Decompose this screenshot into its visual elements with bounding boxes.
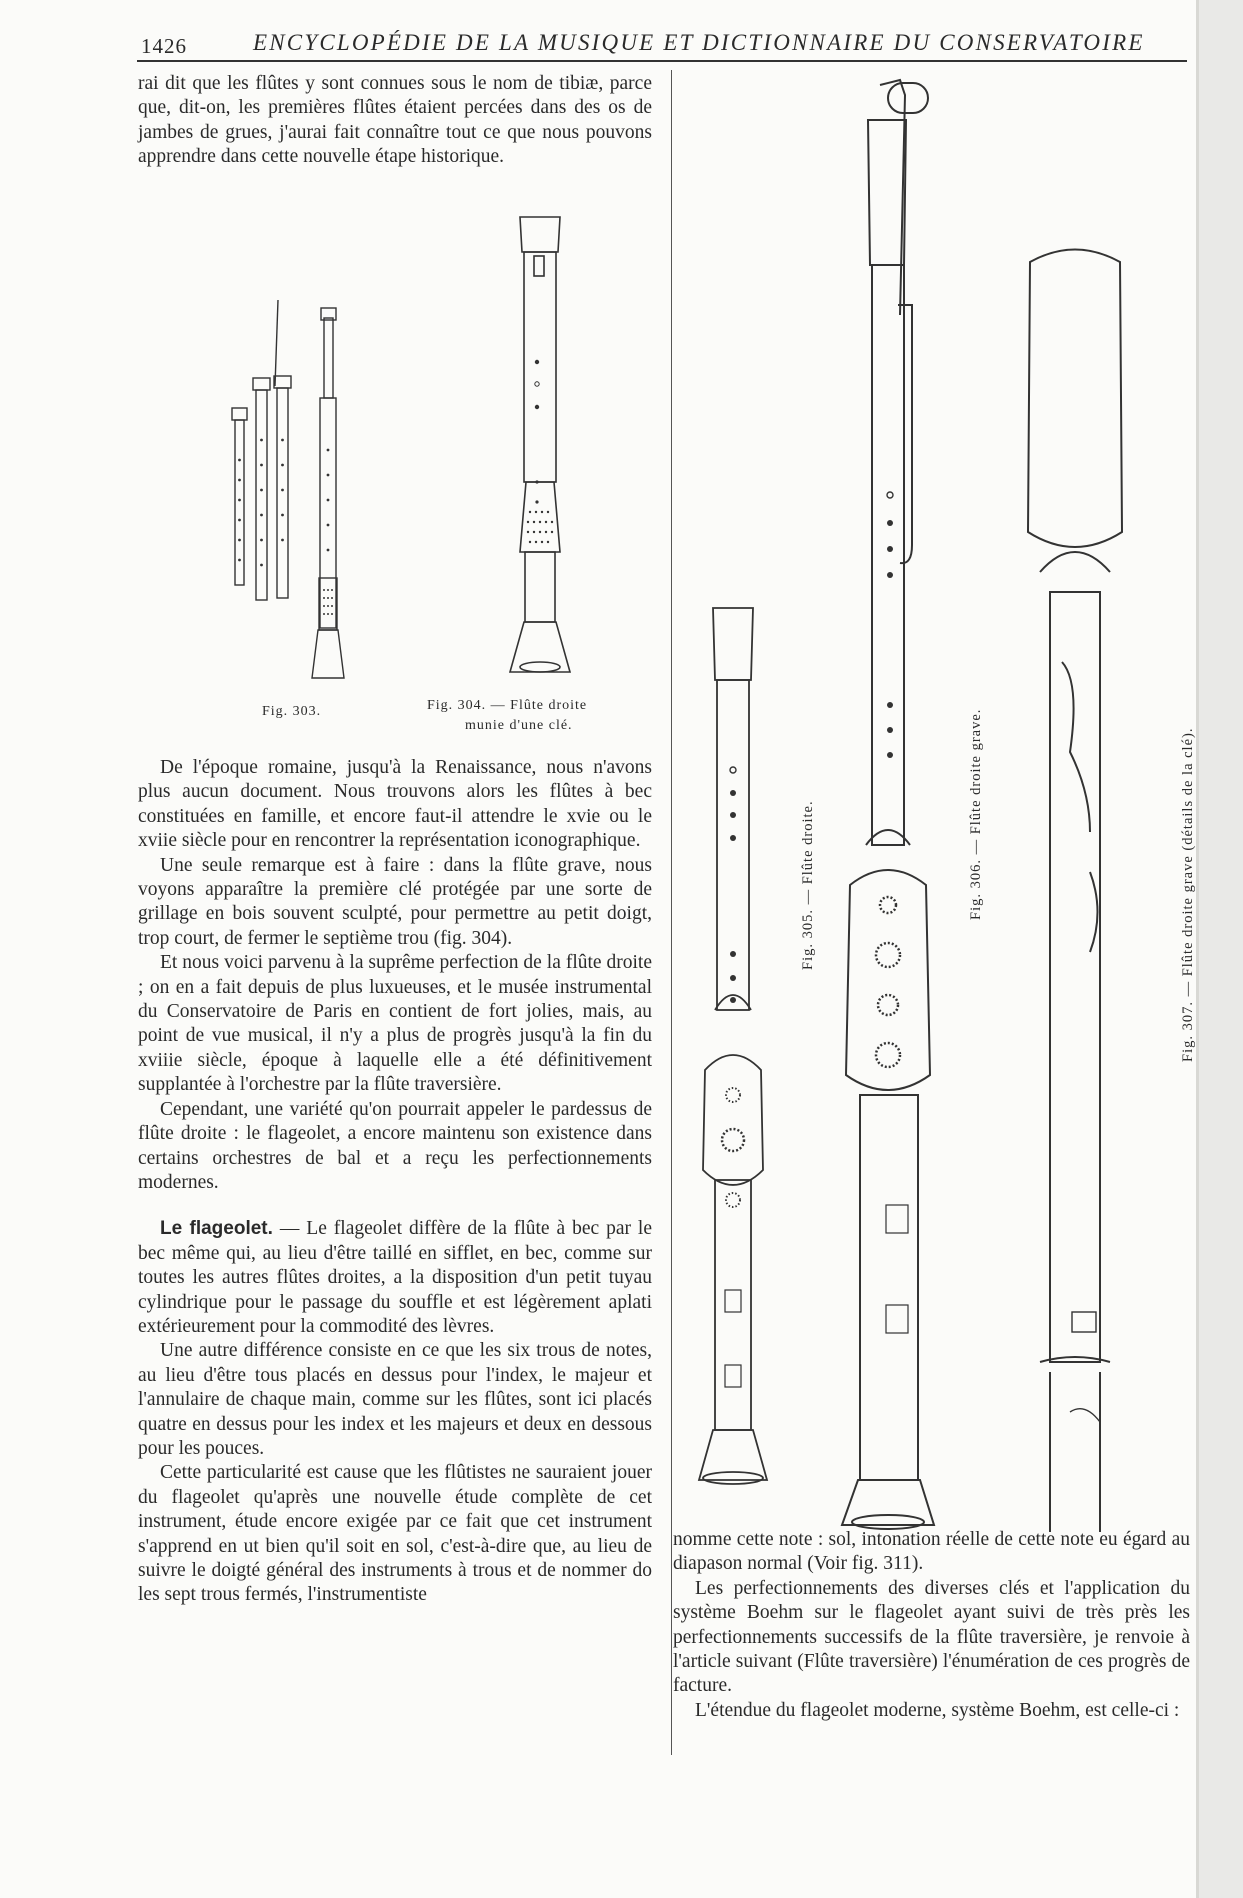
page-header [137,24,1187,64]
column-divider [671,70,672,1755]
figure-307-key-detail [1010,232,1140,1532]
section-heading-flageolet: Le flageolet. [160,1218,273,1240]
paragraph-flute-grave: Une seule remarque est à faire : dans la flûte grave, nous voyons apparaître la première clé protégée par une sorte de grillage en bois souvent sculpté, pour permettre au petit doigt, trop court, de fermer le septième trou (fig. 304). [138,854,652,949]
paragraph-renaissance: De l'époque romaine, jusqu'à la Renaissance, nous n'avons plus aucun document. Nous trouvons alors les flûtes à bec constituées en famille, et encore faut-il attendre le xvie ou le xviie siècle pour en rencontrer la représentation iconographique. [138,757,652,852]
caption-fig-307: Fig. 307. — Flûte droite grave (détails de la clé). [1180,727,1196,1062]
caption-fig-304-line2: munie d'une clé. [465,718,573,733]
header-rule [137,60,1187,62]
caption-fig-303: Fig. 303. [262,704,322,719]
figure-306-bass-recorder [820,75,940,1505]
caption-fig-306: Fig. 306. — Flûte droite grave. [968,708,984,920]
caption-fig-304-line1: Fig. 304. — Flûte droite [427,698,588,713]
page-margin-strip [1198,0,1243,1898]
running-title: ENCYCLOPÉDIE DE LA MUSIQUE ET DICTIONNAIRE DU CONSERVATOIRE [253,30,1145,55]
left-column-top [138,72,652,170]
paragraph-six-holes: Une autre différence consiste en ce que les six trous de notes, au lieu d'être tous placés en dessus pour l'index, le majeur et l'annulaire de chaque main, comme sur les flûtes, sont ici placés quatre en dessus pour les index et les majeurs et deux en dessous pour les pouces. [138,1340,652,1459]
paragraph-continuation: rai dit que les flûtes y sont connues sous le nom de tibiæ, parce que, dit-on, les premières flûtes étaient percées dans des os de jambes de grues, j'aurai fait connaître tout ce que nous pouvons apprendre dans cette nouvelle étape historique. [138,73,652,168]
paragraph-boehm: Les perfectionnements des diverses clés et l'application du système Boehm sur le flageolet ayant suivi de très près les perfectionnements successifs de la flûte traversière, je renvoie à l'article suivant (Flûte traversière) l'énumération de ces progrès de facture. [673,1577,1190,1697]
right-column-main [673,1528,1190,1723]
page-number: 1426 [141,34,187,58]
paragraph-flageolet [138,1217,652,1339]
figure-305-recorder [683,600,783,1495]
paragraph-range: L'étendue du flageolet moderne, système Boehm, est celle-ci : [695,1699,1180,1721]
caption-fig-305: Fig. 305. — Flûte droite. [800,800,816,970]
paragraph-perfection: Et nous voici parvenu à la suprême perfection de la flûte droite ; on en a fait depuis de plus luxueuses, et le musée instrumental du Conservatoire de Paris en contient de fort jolies, mais, au point de vue musical, il n'y a plus de progrès jusqu'à la fin du xviiie siècle, époque à laquelle elle a été définitivement supplantée à l'orchestre par la flûte traversière. [138,952,652,1096]
figure-304-recorder-with-key [500,212,580,687]
paragraph-pardessus: Cependant, une variété qu'on pourrait appeler le pardessus de flûte droite : le flageolet, a encore maintenu son existence dans certains orchestres de bal et a reçu les perfectionnements modernes. [138,1098,652,1193]
paragraph-fingering: Cette particularité est cause que les flûtistes ne sauraient jouer du flageolet qu'après une nouvelle étude complète de cet instrument, étude encore exigée par ce fait que cet instrument s'apprend en ut bien qu'il soit en sol, c'est-à-dire que, au lieu de suivre le doigté général des instruments à trous et de nommer do les sept trous fermés, l'instrumentiste [138,1462,652,1606]
paragraph-note-sol: nomme cette note : sol, intonation réelle de cette note eu égard au diapason normal (Voir fig. 311). [673,1529,1190,1575]
left-column-main [138,756,652,1608]
paragraph-flageolet-body: — Le flageolet diffère de la flûte à bec par le bec même qui, au lieu d'être taillé en sifflet, en bec, comme sur toutes les autres flûtes droites, a la disposition d'un petit tuyau cylindrique pour le passage du souffle et est légèrement aplati extérieurement pour la commodité des lèvres. [138,1218,652,1337]
figure-303-recorder-family [220,300,350,690]
